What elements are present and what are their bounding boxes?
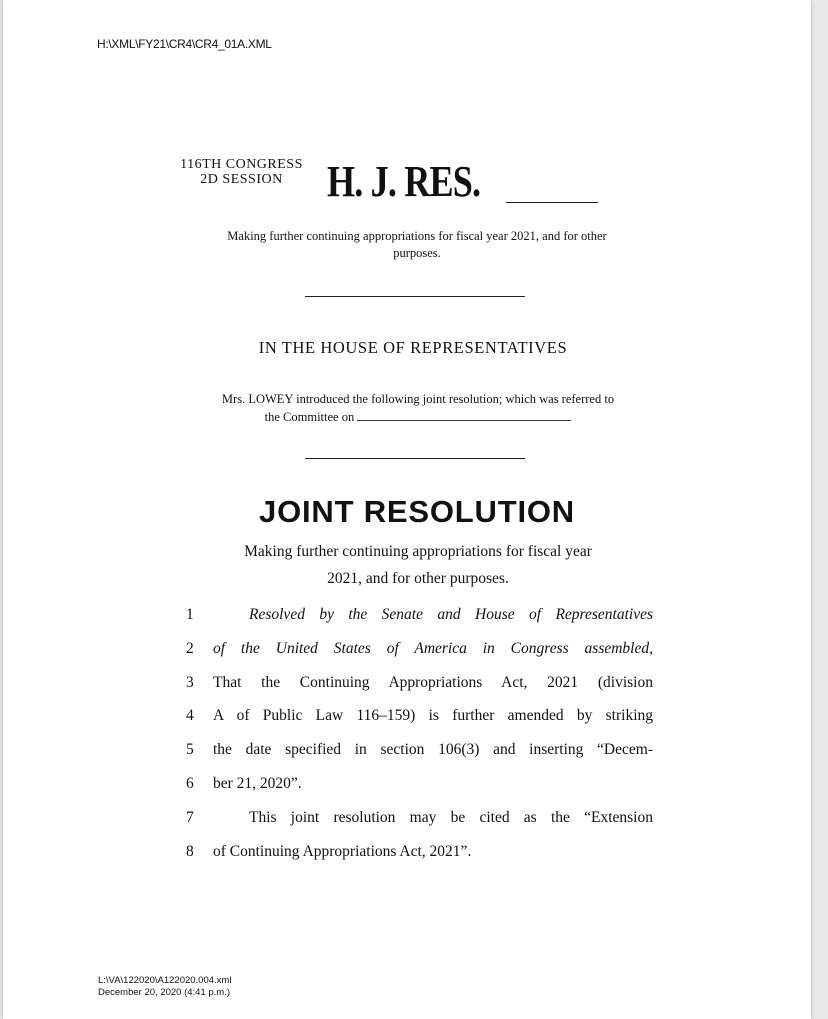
line-number: 7 (186, 809, 194, 826)
session-label: 2D SESSION (200, 172, 283, 187)
short-title-line-2: purposes. (393, 246, 441, 260)
line-number: 4 (186, 707, 194, 724)
divider-rule (305, 458, 525, 459)
line-text: This joint resolution may be cited as the “Extension (249, 809, 653, 826)
committee-label: the Committee on (264, 410, 355, 424)
line-number: 8 (186, 843, 194, 860)
document-page (3, 0, 811, 1019)
line-number: 3 (186, 674, 194, 691)
line-text: A of Public Law 116–159) is further amended by striking (213, 707, 653, 724)
joint-resolution-subtitle (153, 538, 683, 592)
introduction-line-2 (183, 408, 653, 426)
committee-blank (357, 409, 571, 421)
document-footer (98, 975, 231, 999)
line-number: 2 (186, 640, 194, 657)
joint-resolution-heading: JOINT RESOLUTION (259, 494, 575, 529)
congress-label: 116TH CONGRESS (180, 157, 303, 172)
bill-number-blank (506, 202, 598, 203)
footer-path: L:\VA\122020\A122020.004.xml (98, 975, 232, 986)
file-path-header: H:\XML\FY21\CR4\CR4_01A.XML (97, 37, 272, 51)
introduction-text (183, 390, 653, 426)
chamber-heading: IN THE HOUSE OF REPRESENTATIVES (258, 338, 568, 357)
congress-session-block (169, 157, 314, 187)
line-text: That the Continuing Appropriations Act, 2021 (division (213, 674, 653, 691)
line-text: of Continuing Appropriations Act, 2021”. (213, 843, 472, 860)
subtitle-line-1: Making further continuing appropriations for fiscal year (244, 543, 592, 560)
subtitle-line-2: 2021, and for other purposes. (327, 570, 509, 587)
line-text: Resolved by the Senate and House of Representatives (249, 606, 653, 623)
line-text: of the United States of America in Congress assembled, (213, 640, 653, 657)
line-number: 5 (186, 741, 194, 758)
line-number: 6 (186, 775, 194, 792)
line-text: the date specified in section 106(3) and inserting “Decem- (213, 741, 653, 758)
short-title-line-1: Making further continuing appropriations for fiscal year 2021, and for other (227, 229, 607, 243)
divider-rule (305, 296, 525, 297)
introduction-line-1: Mrs. LOWEY introduced the following joint resolution; which was referred to (221, 392, 615, 406)
short-title (183, 228, 651, 262)
line-text: ber 21, 2020”. (213, 775, 302, 792)
footer-timestamp: December 20, 2020 (4:41 p.m.) (98, 987, 231, 998)
line-number: 1 (186, 606, 194, 623)
bill-designation: H. J. RES. (327, 157, 481, 206)
